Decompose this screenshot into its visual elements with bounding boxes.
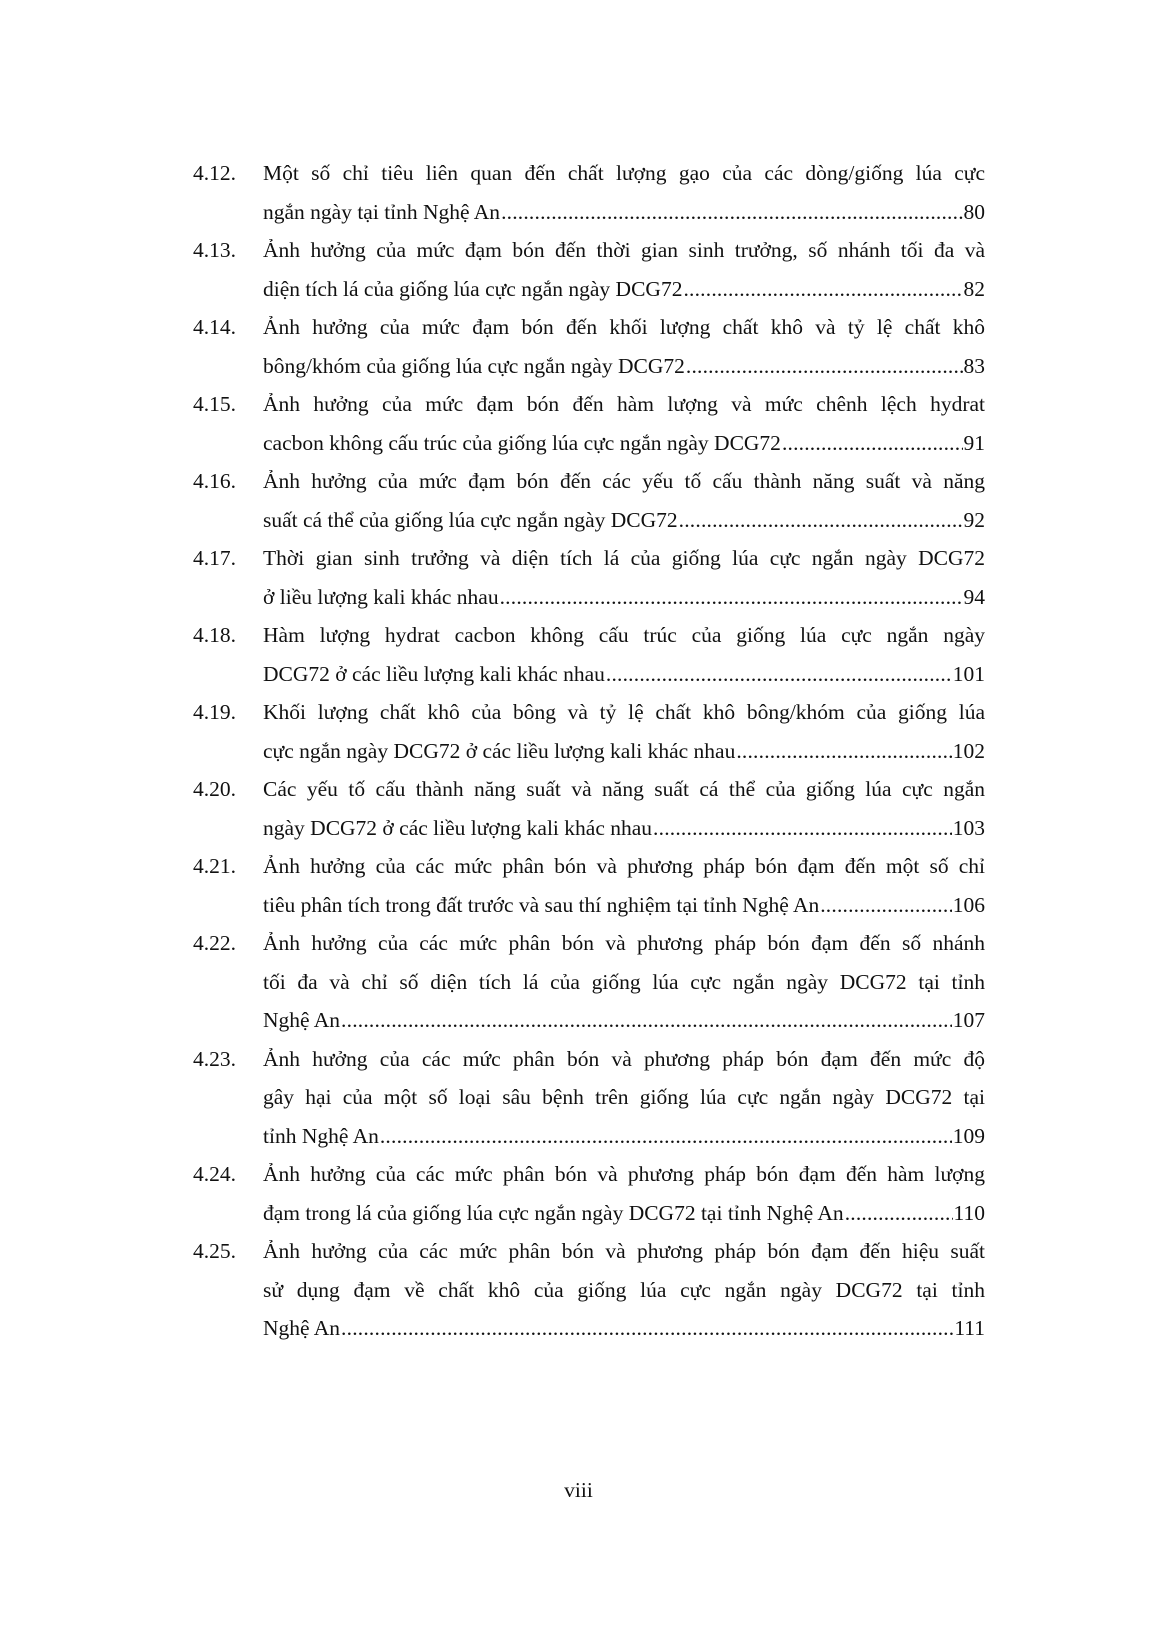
toc-entry [193, 539, 985, 616]
toc-entry-title-line: Hàm lượng hydrat cacbon không cấu trúc của giống lúa cực ngắn ngày [263, 623, 985, 647]
toc-entry [193, 770, 985, 847]
toc-entry-page-number: 82 [963, 276, 985, 301]
toc-entry [193, 616, 985, 693]
toc-entry-number: 4.22. [193, 931, 236, 955]
toc-entry-title-line: sử dụng đạm về chất khô của giống lúa cực ngắn ngày DCG72 tại tỉnh [263, 1277, 985, 1302]
toc-entry-last-line [263, 193, 985, 232]
toc-entry-title [263, 539, 985, 616]
toc-entry-title-line: Ảnh hưởng của các mức phân bón và phương pháp bón đạm đến hàm lượng [263, 1162, 985, 1186]
toc-entry-page-number: 103 [952, 815, 985, 840]
toc-entry-page-number: 107 [952, 1008, 985, 1032]
table-of-contents [193, 154, 985, 1348]
toc-entry-title-line: Thời gian sinh trưởng và diện tích lá của giống lúa cực ngắn ngày DCG72 [263, 546, 985, 570]
toc-entry-title-line: diện tích lá của giống lúa cực ngắn ngày DCG72 [263, 276, 683, 301]
dot-leader [341, 1001, 952, 1040]
toc-entry-title [263, 1040, 985, 1156]
toc-entry-number: 4.25. [193, 1239, 236, 1263]
toc-entry-number: 4.17. [193, 546, 236, 570]
toc-entry-title-line: suất cá thể của giống lúa cực ngắn ngày DCG72 [263, 507, 678, 532]
toc-entry-title-line: ngày DCG72 ở các liều lượng kali khác nhau [263, 815, 653, 840]
toc-entry-title-line: tiêu phân tích trong đất trước và sau thí nghiệm tại tỉnh Nghệ An [263, 892, 820, 917]
toc-entry-title [263, 616, 985, 693]
toc-entry-title-line: gây hại của một số loại sâu bệnh trên giống lúa cực ngắn ngày DCG72 tại [263, 1085, 985, 1109]
toc-entry-page-number: 91 [963, 430, 985, 455]
toc-entry-title [263, 924, 985, 1040]
toc-entry-page-number: 102 [952, 738, 985, 763]
toc-entry-title-line: Nghệ An [263, 1316, 341, 1340]
dot-leader [341, 1309, 953, 1348]
toc-entry-number: 4.15. [193, 392, 236, 416]
toc-entry-title [263, 462, 985, 539]
toc-entry-title [263, 308, 985, 385]
toc-entry-title-line: Ảnh hưởng của mức đạm bón đến thời gian sinh trưởng, số nhánh tối đa và [263, 238, 985, 262]
toc-entry-page-number: 109 [952, 1123, 985, 1148]
toc-entry-number: 4.14. [193, 315, 236, 339]
toc-entry-number: 4.23. [193, 1046, 236, 1071]
toc-entry [193, 847, 985, 924]
toc-entry-page-number: 106 [952, 892, 985, 917]
toc-entry-title [263, 231, 985, 308]
toc-entry-title-line: ngắn ngày tại tỉnh Nghệ An [263, 199, 501, 224]
toc-entry [193, 385, 985, 462]
toc-entry-number: 4.19. [193, 700, 236, 724]
toc-entry-title-line: Ảnh hưởng của các mức phân bón và phương pháp bón đạm đến số nhánh [263, 931, 985, 955]
toc-entry-title-line: Ảnh hưởng của các mức phân bón và phương pháp bón đạm đến hiệu suất [263, 1239, 985, 1263]
toc-entry-last-line [263, 732, 985, 771]
toc-entry-page-number: 101 [952, 661, 985, 686]
toc-entry [193, 154, 985, 231]
toc-entry-title-line: Ảnh hưởng của mức đạm bón đến các yếu tố cấu thành năng suất và năng [263, 469, 985, 493]
toc-entry-last-line [263, 424, 985, 463]
toc-entry [193, 1040, 985, 1156]
toc-entry-title-line: tỉnh Nghệ An [263, 1123, 379, 1148]
toc-entry-title-line: Ảnh hưởng của các mức phân bón và phương pháp bón đạm đến một số chỉ [263, 854, 985, 878]
toc-entry-number: 4.18. [193, 623, 236, 647]
toc-entry-last-line [263, 1194, 985, 1233]
toc-entry [193, 308, 985, 385]
toc-entry [193, 1155, 985, 1232]
toc-entry-last-line [263, 886, 985, 925]
toc-entry-page-number: 110 [953, 1200, 985, 1225]
toc-entry-last-line [263, 1001, 985, 1040]
dot-leader [686, 347, 963, 386]
toc-entry-title-line: cacbon không cấu trúc của giống lúa cực ngắn ngày DCG72 [263, 430, 781, 455]
toc-entry-title-line: DCG72 ở các liều lượng kali khác nhau [263, 661, 605, 686]
toc-entry [193, 1232, 985, 1348]
toc-entry-title-line: bông/khóm của giống lúa cực ngắn ngày DCG72 [263, 353, 685, 378]
toc-entry-title-line: tối đa và chỉ số diện tích lá của giống lúa cực ngắn ngày DCG72 tại tỉnh [263, 969, 985, 994]
toc-entry [193, 924, 985, 1040]
toc-entry-last-line [263, 578, 985, 617]
toc-entry-title-line: Một số chỉ tiêu liên quan đến chất lượng gạo của các dòng/giống lúa cực [263, 161, 985, 185]
toc-entry-title [263, 693, 985, 770]
toc-entry-title [263, 1155, 985, 1232]
page-footer-number: viii [564, 1478, 593, 1502]
toc-entry-title [263, 154, 985, 231]
toc-entry-title-line: Ảnh hưởng của mức đạm bón đến hàm lượng và mức chênh lệch hydrat [263, 392, 985, 416]
dot-leader [653, 809, 952, 848]
dot-leader [683, 270, 962, 309]
toc-entry-page-number: 94 [963, 584, 985, 609]
dot-leader [606, 655, 952, 694]
dot-leader [820, 886, 952, 925]
dot-leader [500, 578, 963, 617]
dot-leader [501, 193, 962, 232]
toc-entry-last-line [263, 501, 985, 540]
toc-entry-number: 4.24. [193, 1162, 236, 1186]
toc-entry-page-number: 83 [963, 353, 985, 378]
toc-entry-title [263, 847, 985, 924]
toc-entry [193, 231, 985, 308]
toc-entry-number: 4.12. [193, 161, 236, 185]
toc-entry-title-line: Nghệ An [263, 1008, 341, 1032]
toc-entry-number: 4.20. [193, 777, 236, 801]
toc-entry-title [263, 770, 985, 847]
toc-entry-title-line: Ảnh hưởng của mức đạm bón đến khối lượng chất khô và tỷ lệ chất khô [263, 315, 985, 339]
toc-entry-last-line [263, 809, 985, 848]
toc-entry-title-line: cực ngắn ngày DCG72 ở các liều lượng kali khác nhau [263, 738, 736, 763]
dot-leader [679, 501, 963, 540]
toc-entry-page-number: 92 [963, 507, 985, 532]
toc-entry-title [263, 385, 985, 462]
toc-entry-last-line [263, 1117, 985, 1156]
toc-entry-number: 4.13. [193, 238, 236, 262]
toc-entry-title-line: Khối lượng chất khô của bông và tỷ lệ chất khô bông/khóm của giống lúa [263, 700, 985, 724]
dot-leader [845, 1194, 953, 1233]
toc-entry-page-number: 111 [954, 1316, 985, 1340]
toc-entry-last-line [263, 1309, 985, 1348]
toc-entry-last-line [263, 655, 985, 694]
dot-leader [736, 732, 951, 771]
toc-entry-title [263, 1232, 985, 1348]
toc-entry [193, 462, 985, 539]
dot-leader [380, 1117, 952, 1156]
toc-entry-title-line: ở liều lượng kali khác nhau [263, 584, 499, 609]
toc-entry-last-line [263, 270, 985, 309]
dot-leader [782, 424, 963, 463]
toc-entry-title-line: đạm trong lá của giống lúa cực ngắn ngày DCG72 tại tỉnh Nghệ An [263, 1200, 844, 1225]
toc-entry [193, 693, 985, 770]
toc-entry-number: 4.16. [193, 469, 236, 493]
toc-entry-last-line [263, 347, 985, 386]
toc-entry-title-line: Ảnh hưởng của các mức phân bón và phương pháp bón đạm đến mức độ [263, 1046, 985, 1071]
toc-entry-number: 4.21. [193, 854, 236, 878]
toc-entry-title-line: Các yếu tố cấu thành năng suất và năng suất cá thể của giống lúa cực ngắn [263, 777, 985, 801]
toc-entry-page-number: 80 [963, 199, 985, 224]
